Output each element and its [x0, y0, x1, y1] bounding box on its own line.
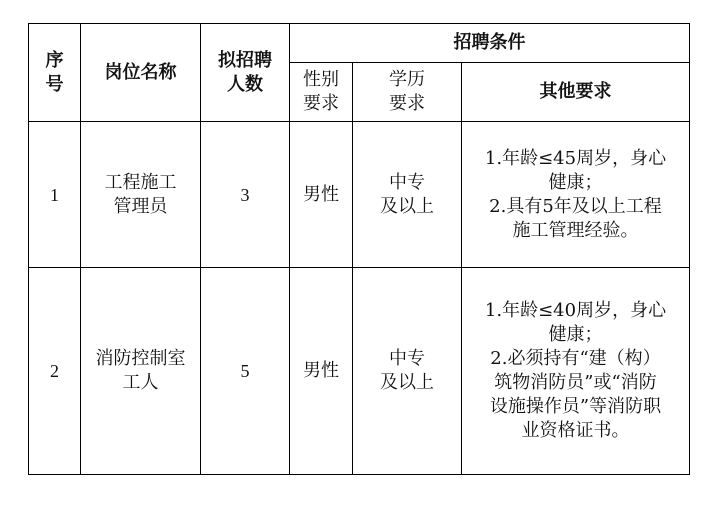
header-education: 学历 要求 [353, 63, 462, 122]
header-conditions: 招聘条件 [290, 24, 690, 63]
table-row [29, 122, 690, 268]
row-other-requirements: 1.年龄≤45周岁，身心 健康； 2.具有5年及以上工程 施工管理经验。 [462, 122, 690, 268]
row-gender: 男性 [290, 268, 353, 475]
recruitment-table [28, 23, 690, 475]
row-position: 工程施工 管理员 [81, 122, 201, 268]
row-other-requirements: 1.年龄≤40周岁，身心 健康； 2.必须持有“建（构） 筑物消防员”或“消防 设施操作员”等消防职 业资格证书。 [462, 268, 690, 475]
header-other: 其他要求 [462, 63, 690, 122]
header-count: 拟招聘 人数 [201, 24, 290, 122]
row-position: 消防控制室 工人 [81, 268, 201, 475]
row-seq: 1 [29, 122, 81, 268]
header-position: 岗位名称 [81, 24, 201, 122]
header-gender: 性别 要求 [290, 63, 353, 122]
row-gender: 男性 [290, 122, 353, 268]
row-education: 中专 及以上 [353, 268, 462, 475]
row-education: 中专 及以上 [353, 122, 462, 268]
row-count: 3 [201, 122, 290, 268]
row-seq: 2 [29, 268, 81, 475]
table-row [29, 268, 690, 475]
header-seq: 序 号 [29, 24, 81, 122]
row-count: 5 [201, 268, 290, 475]
